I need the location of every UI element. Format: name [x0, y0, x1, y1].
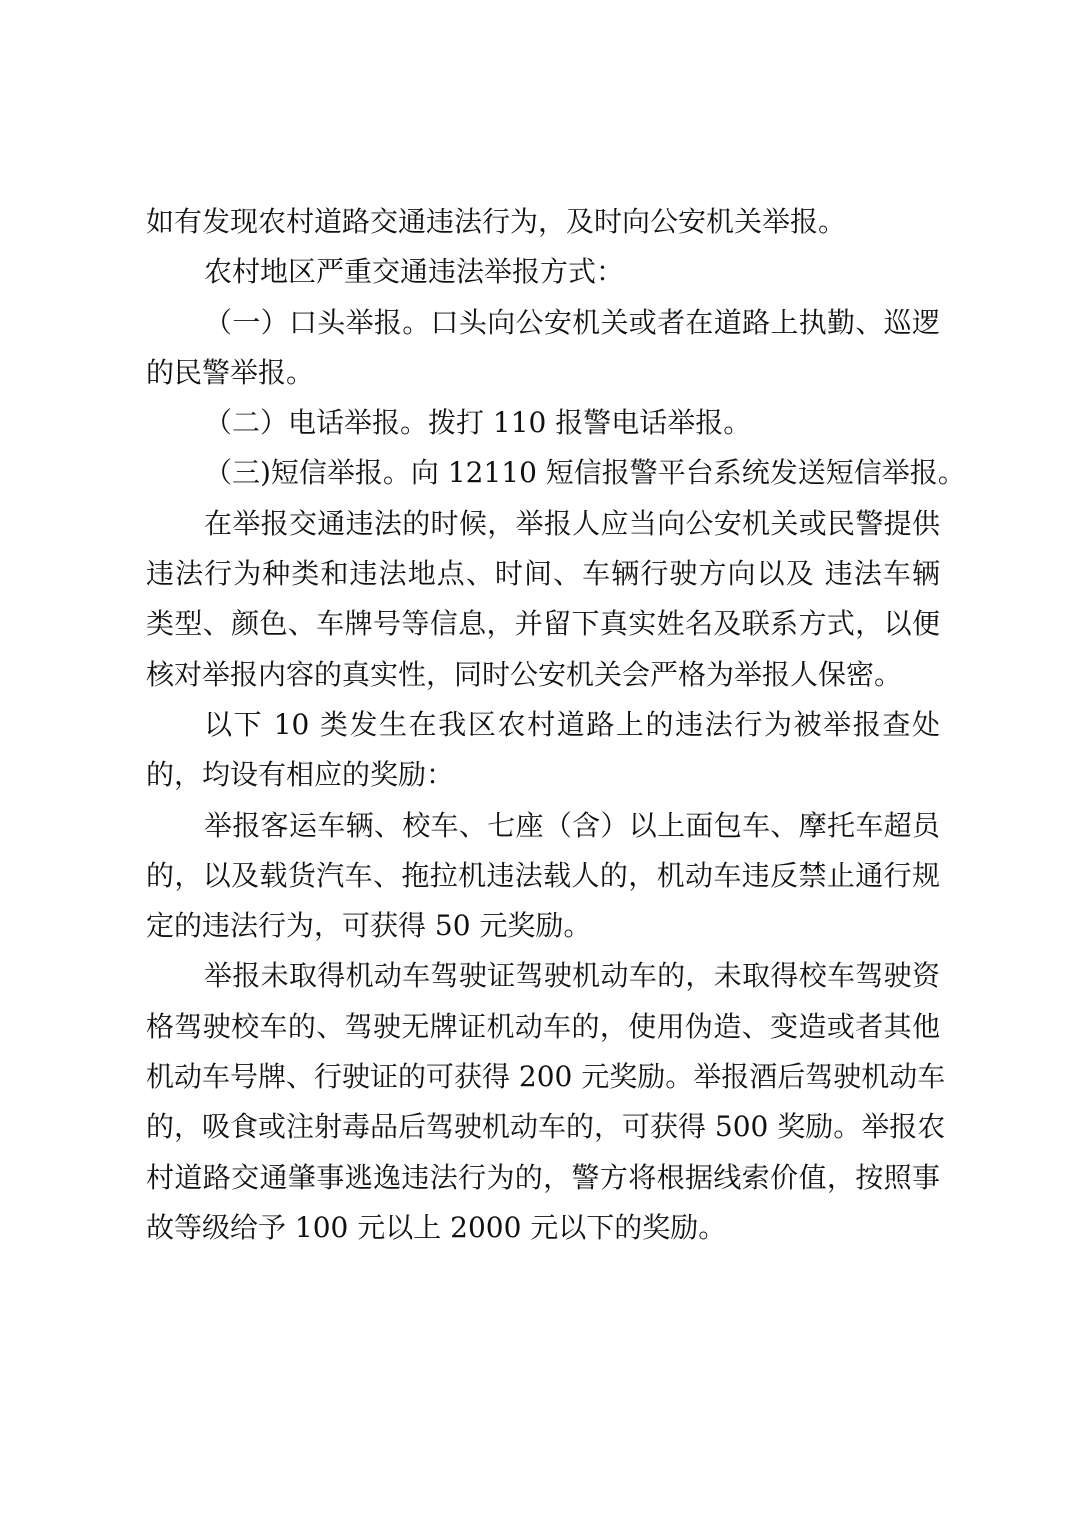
- text-line: 的民警举报。: [146, 355, 315, 389]
- text-line: 故等级给予 100 元以上 2000 元以下的奖励。: [146, 1210, 727, 1244]
- text-line: 机动车号牌、行驶证的可获得 200 元奖励。举报酒后驾驶机动车: [146, 1060, 946, 1094]
- text-line: 以下 10 类发生在我区农村道路上的违法行为被举报查处: [204, 707, 940, 741]
- text-line: 如有发现农村道路交通违法行为，及时向公安机关举报。: [146, 205, 847, 238]
- text-line: 类型、颜色、车牌号等信息，并留下真实姓名及联系方式，以便: [146, 607, 940, 641]
- text-line: （三)短信举报。向 12110 短信报警平台系统发送短信举报。: [204, 456, 966, 490]
- text-line: 定的违法行为，可获得 50 元奖励。: [146, 909, 592, 943]
- text-line: 违法行为种类和违法地点、时间、车辆行驶方向以及 违法车辆: [146, 557, 940, 591]
- text-line: （一）口头举报。口头向公安机关或者在道路上执勤、巡逻: [204, 305, 940, 339]
- text-line: （二）电话举报。拨打 110 报警电话举报。: [204, 406, 752, 440]
- text-line: 举报未取得机动车驾驶证驾驶机动车的，未取得校车驾驶资: [204, 959, 940, 993]
- text-line: 在举报交通违法的时候，举报人应当向公安机关或民警提供: [204, 506, 940, 540]
- text-line: 的，均设有相应的奖励：: [146, 758, 455, 792]
- text-line: 举报客运车辆、校车、七座（含）以上面包车、摩托车超员: [204, 808, 940, 842]
- text-line: 的，以及载货汽车、拖拉机违法载人的，机动车违反禁止通行规: [146, 858, 940, 892]
- text-line: 农村地区严重交通违法举报方式：: [204, 255, 625, 289]
- text-line: 的，吸食或注射毒品后驾驶机动车的，可获得 500 奖励。举报农: [146, 1110, 946, 1144]
- text-line: 核对举报内容的真实性，同时公安机关会严格为举报人保密。: [146, 657, 903, 691]
- text-line: 格驾驶校车的、驾驶无牌证机动车的，使用伪造、变造或者其他: [146, 1009, 940, 1043]
- document-page: [146, 197, 966, 1253]
- text-line: 村道路交通肇事逃逸违法行为的，警方将根据线索价值，按照事: [146, 1160, 940, 1194]
